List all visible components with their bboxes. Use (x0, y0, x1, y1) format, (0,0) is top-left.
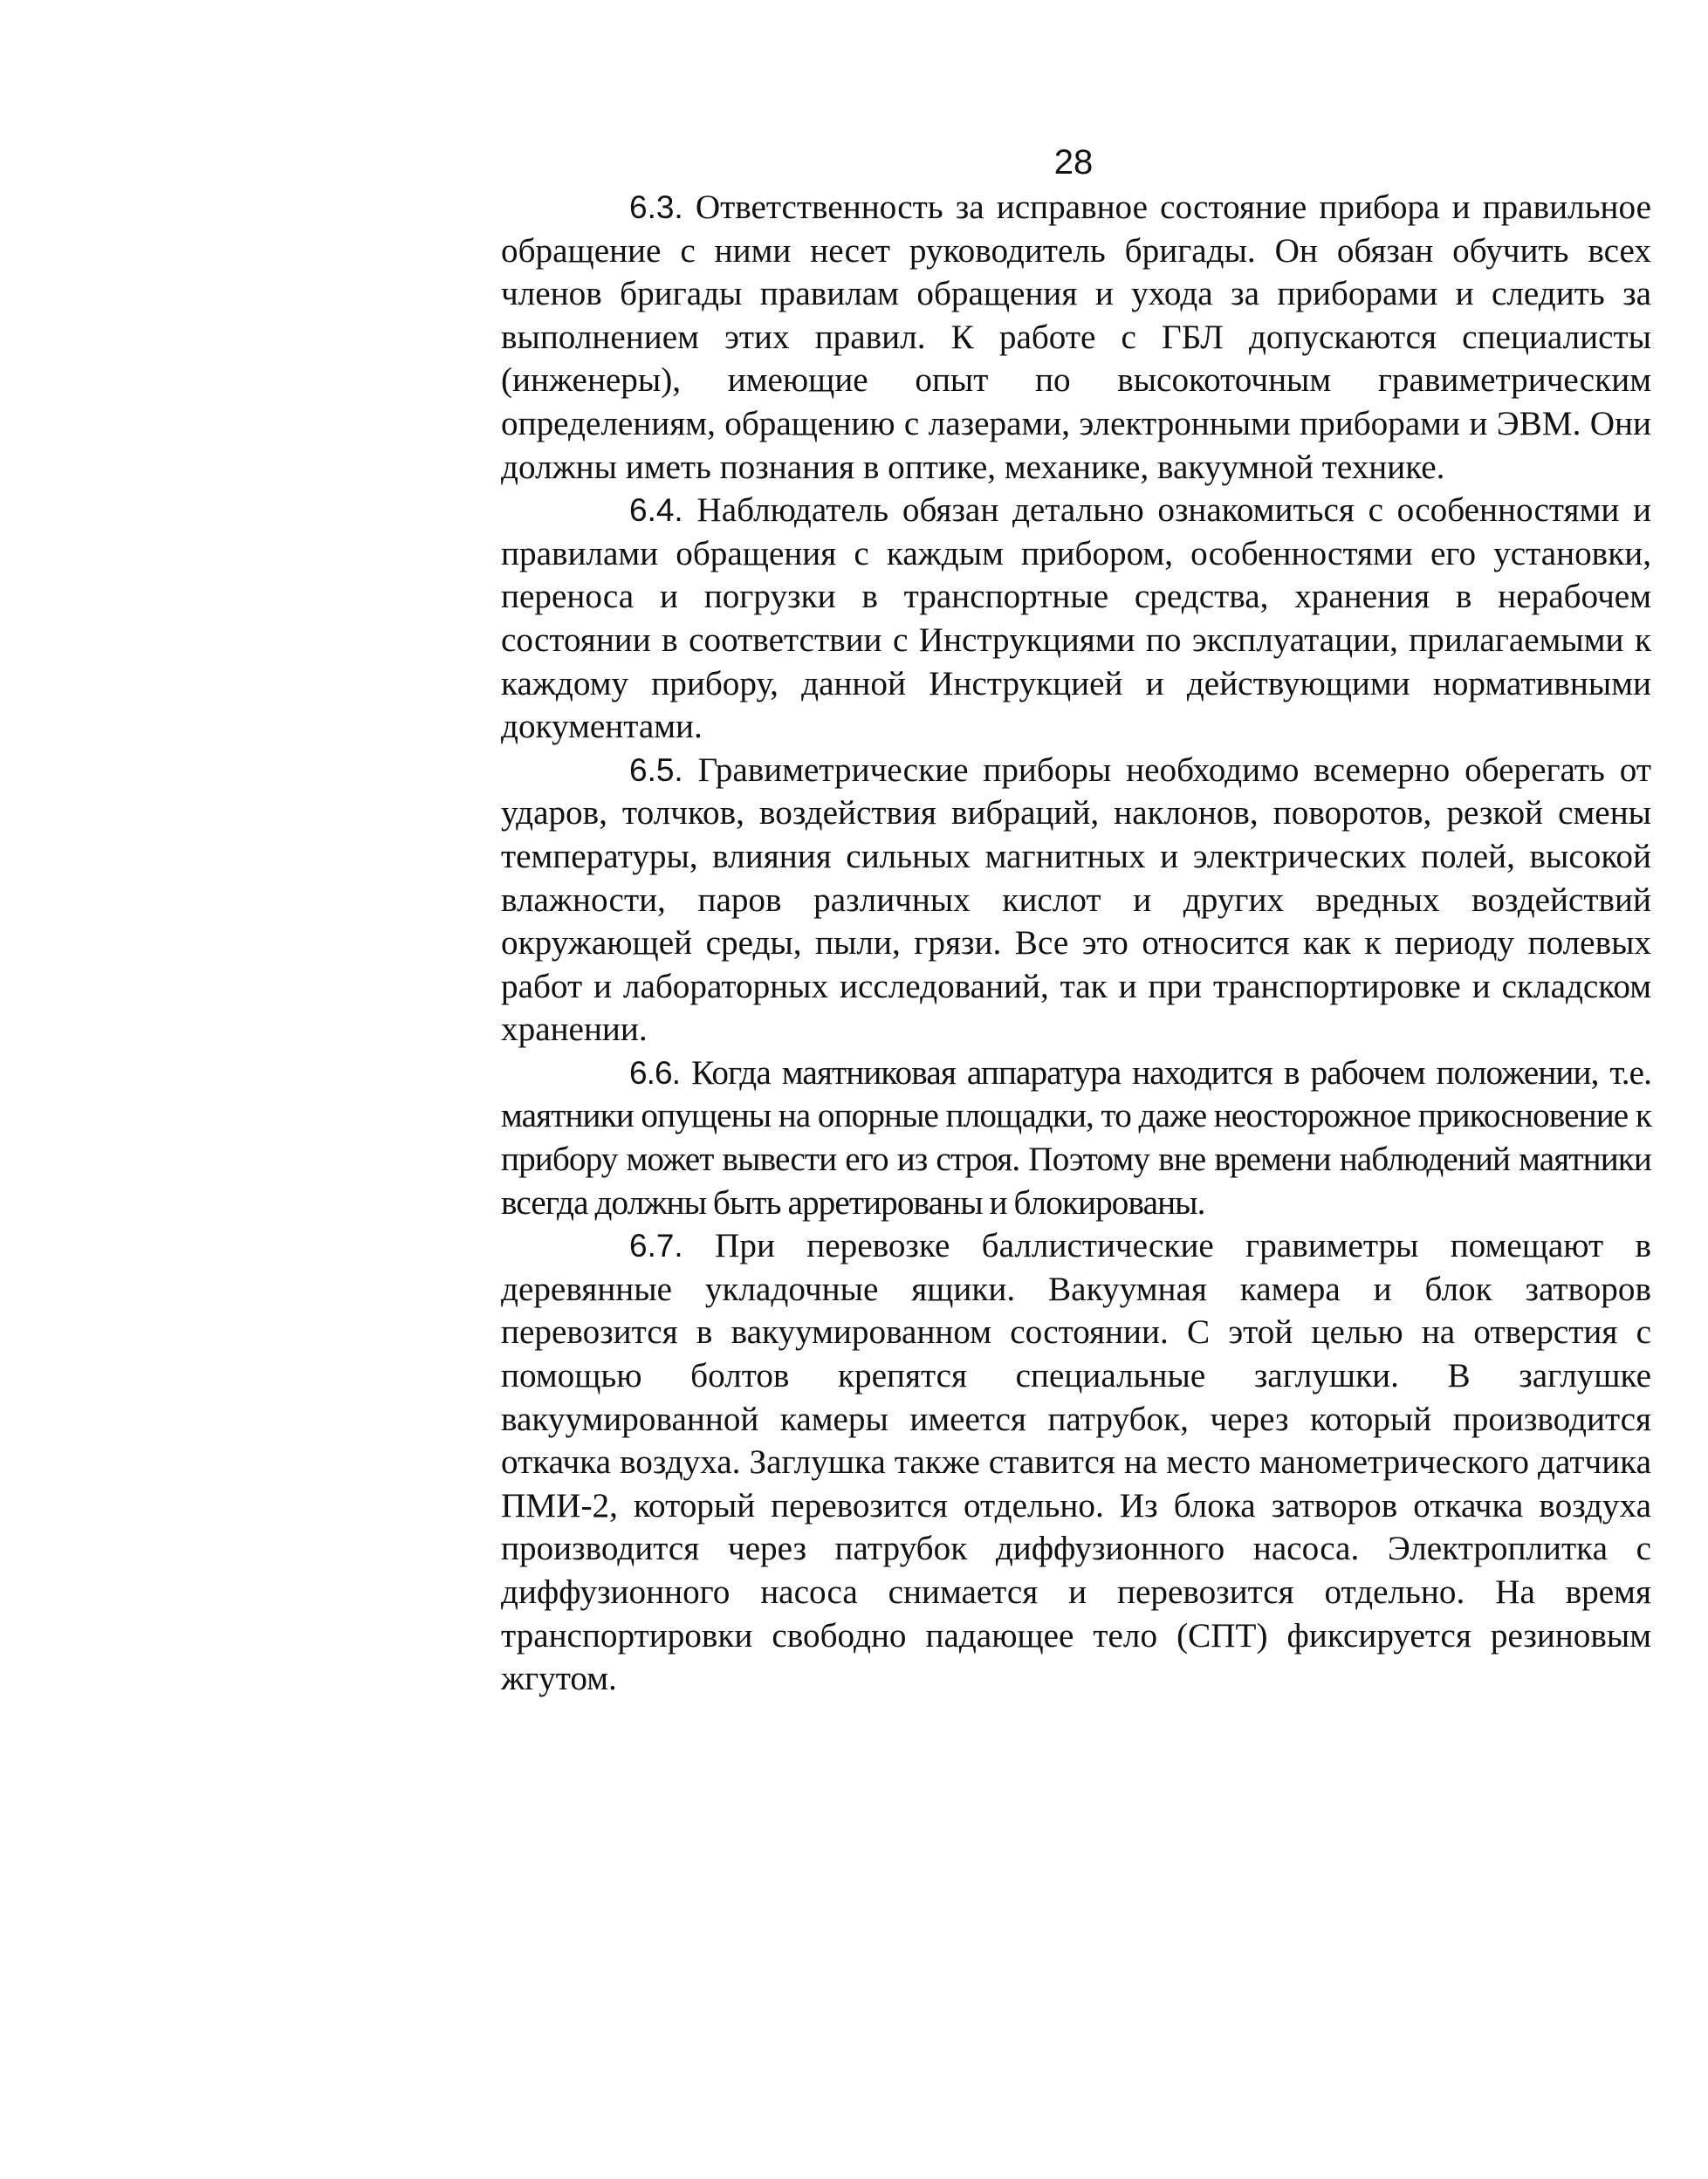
paragraph-number: 6.7. (629, 1228, 683, 1264)
paragraph-6-4 (501, 489, 1651, 749)
paragraph-number: 6.3. (629, 189, 683, 225)
paragraph-number: 6.4. (629, 492, 683, 529)
paragraph-number: 6.6. (629, 1054, 681, 1091)
paragraph-number: 6.5. (629, 751, 683, 788)
page-number: 28 (1053, 143, 1094, 182)
paragraph-text: Когда маятниковая аппаратура находится в рабочем положении, т.е. маятники опущены на опорные площадки, то даже неосторожное прикосновение к прибору может вывести его из строя. Поэтому вне времени наблюдений маятники всегда должны быть арретированы и блокированы. (501, 1053, 1651, 1222)
paragraph-6-5 (501, 749, 1651, 1052)
paragraph-text: При перевозке баллистические гравиметры помещают в деревянные укладочные ящики. Вакуумная камера и блок затворов перевозится в вакуумированном состоянии. С этой целью на отверстия с помощью болтов крепятся специальные заглушки. В заглушке вакуумированной камеры имеется патрубок, через который производится откачка воздуха. Заглушка также ставится на место манометрического датчика ПМИ-2, который перевозится отдельно. Из блока затворов откачка воздуха производится через патрубок диффузионного насоса. Электроплитка с диффузионного насоса снимается и перевозится отдельно. На время транспортировки свободно падающее тело (СПТ) фиксируется резиновым жгутом. (501, 1227, 1651, 1698)
paragraph-6-3 (501, 186, 1651, 489)
paragraph-6-7 (501, 1224, 1651, 1701)
paragraph-6-6 (501, 1052, 1651, 1224)
paragraph-text: Ответственность за исправное состояние прибора и правильное обращение с ними несет руководитель бригады. Он обязан обучить всех членов бригады правилам обращения и ухода за приборами и следить за выполнением этих правил. К работе с ГБЛ допускаются специалисты (инженеры), имеющие опыт по высокоточным гравиметрическим определениям, обращению с лазерами, электронными приборами и ЭВМ. Они должны иметь познания в оптике, механике, вакуумной технике. (501, 188, 1651, 486)
paragraph-text: Наблюдатель обязан детально ознакомиться с особенностями и правилами обращения с каждым прибором, особенностями его установки, переноса и погрузки в транспортные средства, хранения в нерабочем состоянии в соответствии с Инструкциями по эксплуатации, прилагаемыми к каждому прибору, данной Инструкцией и действующими нормативными документами. (501, 491, 1652, 746)
paragraph-text: Гравиметрические приборы необходимо всемерно оберегать от ударов, толчков, воздействия вибраций, наклонов, поворотов, резкой смены температуры, влияния сильных магнитных и электрических полей, высокой влажности, паров различных кислот и других вредных воздействий окружающей среды, пыли, грязи. Все это относится как к периоду полевых работ и лабораторных исследований, так и при транспортировке и складском хранении. (501, 750, 1651, 1049)
document-body (501, 186, 1651, 1701)
